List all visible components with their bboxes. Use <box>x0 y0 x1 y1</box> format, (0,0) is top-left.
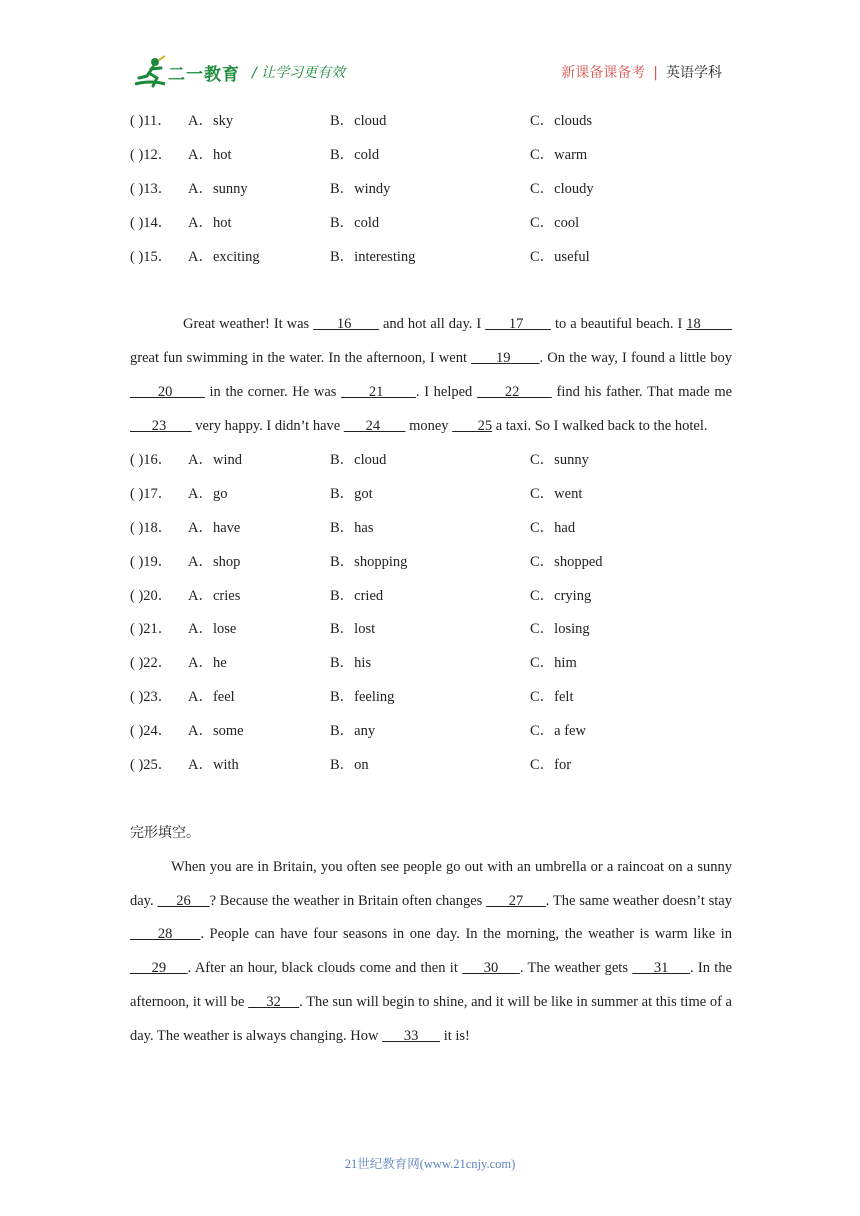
option-c: C．a few <box>530 723 586 740</box>
option-b: B．shopping <box>330 553 408 570</box>
option-b: B．cloud <box>330 451 387 468</box>
option-b: B．cloud <box>330 113 387 129</box>
question-number: ( )20． <box>130 587 173 604</box>
question-number: ( )21． <box>130 621 173 638</box>
option-a: A．sky <box>188 113 234 129</box>
option-c: C．cool <box>530 214 580 231</box>
option-b: B．interesting <box>330 248 416 265</box>
question-number: ( )16． <box>130 451 173 468</box>
header-tagline: 新课备课备考 <box>561 65 646 81</box>
passage-text: a taxi. So I walked back to the hotel. <box>492 418 708 435</box>
blank-17: 17 <box>485 316 552 333</box>
question-number: ( )19． <box>130 553 173 570</box>
option-a: A．exciting <box>188 248 260 265</box>
blank-24: 24 <box>343 418 406 435</box>
option-a: A．some <box>188 723 244 740</box>
passage-2 <box>130 308 732 444</box>
option-a: A．shop <box>188 553 241 570</box>
question-number: ( )23． <box>130 689 173 706</box>
options-group-16-25 <box>130 444 732 783</box>
passage-text: . After an hour, black clouds come and then it <box>187 960 463 977</box>
passage-text: . The same weather doesn’t stay <box>545 892 732 909</box>
question-number: ( )15． <box>130 248 173 265</box>
option-b: B．lost <box>330 621 376 638</box>
option-c: C．cloudy <box>530 180 594 197</box>
option-c: C．went <box>530 485 583 502</box>
option-a: A．lose <box>188 621 237 638</box>
passage-text: When you are in Britain, you often see people go out with an umbrella or a raincoat on a sunny day. <box>130 858 732 909</box>
header-subject-label: 英语学科 <box>666 65 722 81</box>
option-c: C．sunny <box>530 451 589 468</box>
question-number: ( )17． <box>130 485 173 502</box>
blank-26: 26 <box>157 892 210 909</box>
passage-3 <box>130 851 732 1054</box>
blank-29: 29 <box>130 960 188 977</box>
passage-text: money <box>405 418 453 435</box>
passage-text: Great weather! It was <box>183 316 314 333</box>
document-body <box>130 105 732 1054</box>
option-a: A．with <box>188 756 239 773</box>
option-a: A．hot <box>188 214 232 231</box>
header-subject <box>561 62 722 82</box>
option-a: A．wind <box>188 451 242 468</box>
passage-text: to a beautiful beach. I <box>551 316 687 333</box>
option-a: A．go <box>188 485 228 502</box>
question-row <box>130 444 732 478</box>
option-c: C．clouds <box>530 113 593 129</box>
blank-33: 33 <box>382 1028 441 1045</box>
passage-text: . The sun will begin to shine, and it will be like in summer at this time of a day. The weather is always changing. How <box>130 994 732 1045</box>
question-row <box>130 207 732 241</box>
passage-text: . In the afternoon, it will be <box>130 960 733 1011</box>
question-number: ( )11． <box>130 113 172 129</box>
question-row <box>130 546 732 580</box>
option-b: B．any <box>330 723 376 740</box>
option-b: B．got <box>330 485 373 502</box>
option-c: C．for <box>530 756 572 773</box>
option-b: B．on <box>330 756 369 773</box>
question-row <box>130 173 732 207</box>
question-row <box>130 105 732 139</box>
option-b: B．cold <box>330 146 380 163</box>
question-row <box>130 715 732 749</box>
passage-text: . People can have four seasons in one day. In the morning, the weather is warm like in <box>200 926 732 943</box>
blank-25: 25 <box>452 418 493 435</box>
spacer <box>130 274 732 308</box>
option-c: C．warm <box>530 146 588 163</box>
option-c: C．useful <box>530 248 590 265</box>
blank-16: 16 <box>313 316 380 333</box>
option-a: A．cries <box>188 587 241 604</box>
logo-text: 二一教育 <box>168 65 240 85</box>
question-row <box>130 613 732 647</box>
blank-27: 27 <box>486 892 546 909</box>
blank-22: 22 <box>476 384 552 401</box>
question-number: ( )14． <box>130 214 173 231</box>
question-number: ( )13． <box>130 180 173 197</box>
passage-text: . On the way, I found a little boy <box>539 350 733 367</box>
question-number: ( )12． <box>130 146 173 163</box>
option-c: C．shopped <box>530 553 603 570</box>
passage-text: and hot all day. I <box>379 316 486 333</box>
option-b: B．feeling <box>330 689 395 706</box>
passage-text: . I helped <box>415 384 477 401</box>
option-a: A．sunny <box>188 180 248 197</box>
blank-18: 18 <box>686 316 733 333</box>
option-c: C．him <box>530 655 577 672</box>
question-row <box>130 241 732 275</box>
page-header <box>0 0 860 100</box>
question-row <box>130 749 732 783</box>
passage-text: ? Because the weather in Britain often changes <box>209 892 487 909</box>
option-c: C．crying <box>530 587 592 604</box>
passage-text: it is! <box>440 1028 470 1045</box>
blank-21: 21 <box>341 384 416 401</box>
option-c: C．had <box>530 519 576 536</box>
blank-23: 23 <box>130 418 192 435</box>
option-b: B．cried <box>330 587 384 604</box>
options-group-11-15 <box>130 105 732 274</box>
question-row <box>130 139 732 173</box>
question-row <box>130 681 732 715</box>
question-row <box>130 512 732 546</box>
question-row <box>130 647 732 681</box>
question-row <box>130 580 732 614</box>
passage-text: in the corner. He was <box>204 384 342 401</box>
option-b: B．has <box>330 519 374 536</box>
blank-20: 20 <box>130 384 205 401</box>
slogan: / 让学习更有效 <box>252 65 346 81</box>
blank-32: 32 <box>248 994 300 1011</box>
question-number: ( )22． <box>130 655 173 672</box>
section-title: 完形填空。 <box>130 824 200 841</box>
question-number: ( )18． <box>130 519 173 536</box>
passage-text: . The weather gets <box>519 960 633 977</box>
option-a: A．feel <box>188 689 235 706</box>
option-a: A．have <box>188 519 241 536</box>
option-a: A．he <box>188 655 227 672</box>
passage-text: find his father. That made me <box>551 384 733 401</box>
blank-28: 28 <box>130 926 201 943</box>
header-separator: | <box>653 65 658 81</box>
question-number: ( )25． <box>130 756 173 773</box>
option-c: C．felt <box>530 689 574 706</box>
passage-text: very happy. I didn’t have <box>191 418 344 435</box>
option-c: C．losing <box>530 621 590 638</box>
page-footer: 21世纪教育网(www.21cnjy.com) <box>344 1157 516 1171</box>
option-a: A．hot <box>188 146 232 163</box>
option-b: B．cold <box>330 214 380 231</box>
option-b: B．his <box>330 655 372 672</box>
question-number: ( )24． <box>130 723 173 740</box>
blank-31: 31 <box>632 960 690 977</box>
option-b: B．windy <box>330 180 391 197</box>
spacer <box>130 783 732 817</box>
blank-19: 19 <box>471 350 540 367</box>
question-row <box>130 478 732 512</box>
blank-30: 30 <box>462 960 520 977</box>
passage-text: great fun swimming in the water. In the afternoon, I went <box>130 350 472 367</box>
